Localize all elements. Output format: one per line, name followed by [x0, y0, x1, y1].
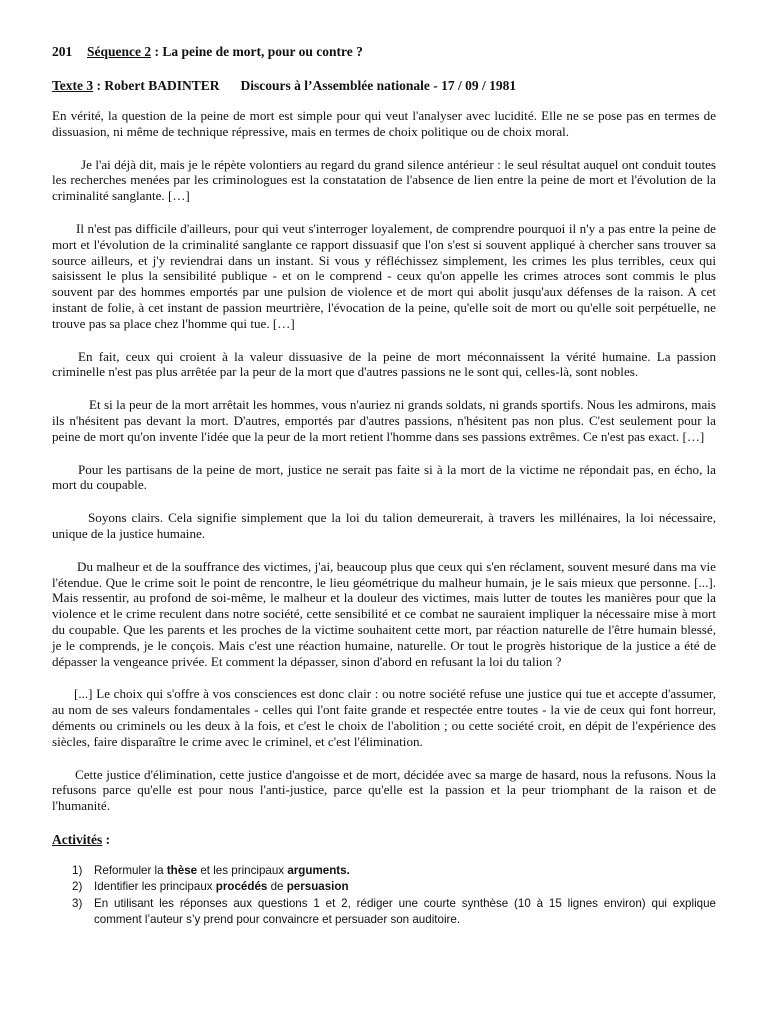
keyword-persuasion: persuasion [286, 880, 349, 894]
sequence-heading [52, 43, 716, 61]
paragraph-8: Du malheur et de la souffrance des victimes, j'ai, beaucoup plus que ceux qui s'en réclament, souvent mesuré dans ma vie l'étendue. Que le crime soit le point de rencontre, le lieu géométrique du malheur humain, je le sais mieux que personne. [...]. Mais ressentir, au profond de soi-même, le malheur et la douleur des victimes, mais lutter de toutes les manières pour que la violence et le crime reculent dans notre société, cette sensibilité et ce combat ne sauraient impliquer la nécessaire mise à mort du coupable. Que les parents et les proches de la victime souhaitent cette mort, par réaction naturelle de l'être humain blessé, je le comprends, je le conçois. Mais c'est une réaction humaine, naturelle. Or tout le progrès historique de la justice a été de dépasser la vengeance privée. Et comment la dépasser, sinon d'abord en refusant la loi du talion ? [52, 558, 716, 669]
activity-item-2 [52, 879, 716, 896]
paragraph-4: En fait, ceux qui croient à la valeur dissuasive de la peine de mort méconnaissent la vérité humaine. La passion criminelle n'est pas plus arrêtée par la peur de la mort que d'autres passions ne le sont qui, celles-là, sont nobles. [52, 348, 716, 380]
page-number: 201 [52, 44, 73, 59]
paragraph-5: Et si la peur de la mort arrêtait les hommes, vous n'auriez ni grands soldats, ni grands sportifs. Nous les admirons, mais ils n'hésitent pas devant la mort. D'autres, emportés par d'autres passions, n'hésitent pas non plus. C'est seulement pour la peine de mort qu'on invente l'idée que la peur de la mort retient l'homme dans ses passions extrêmes. Ce n'est pas exact. […] [52, 397, 716, 444]
text-heading [52, 77, 716, 95]
speech-body [52, 108, 716, 814]
author-name: : Robert BADINTER [93, 78, 220, 93]
paragraph-9: [...] Le choix qui s'offre à vos consciences est donc clair : ou notre société refuse une justice qui tue et accepte d'assumer, au nom de ses valeurs fondamentales - celles qui l'ont faite grande et respectée entre toutes - la vie de ceux qui font horreur, déments ou criminels ou les deux à la fois, et c'est le choix de l'abolition ; ou cette société croit, en dépit de l'expérience des siècles, faire disparaître le crime avec le criminel, et c'est l'élimination. [52, 686, 716, 749]
paragraph-6: Pour les partisans de la peine de mort, justice ne serait pas faite si à la mort de la victime ne répondait pas, en écho, la mort du coupable. [52, 461, 716, 493]
activity-number: 1) [72, 863, 83, 877]
activity-text: En utilisant les réponses aux questions 1 et 2, rédiger une courte synthèse (10 à 15 lignes environ) qui explique comment l’auteur s’y prend pour convaincre et persuader son auditoire. [94, 896, 716, 927]
activity-text: Reformuler la thèse et les principaux arguments. [94, 863, 350, 877]
text-label: Texte 3 [52, 78, 94, 93]
activity-number: 2) [72, 880, 83, 894]
activities-list [52, 863, 716, 929]
paragraph-2: Je l'ai déjà dit, mais je le répète volontiers au regard du grand silence antérieur : le seul résultat auquel ont conduit toutes les recherches menées par les criminologues est la constatation de l'absence de lien entre la peine de mort et l'évolution de la criminalité sanglante. […] [52, 156, 716, 204]
activity-item-3 [52, 896, 716, 929]
paragraph-3: Il n'est pas difficile d'ailleurs, pour qui veut s'interroger loyalement, de comprendre pourquoi il n'y a pas entre la peine de mort et l'évolution de la criminalité sanglante ce rapport dissuasif que l'on s'est si souvent appliqué à chercher sans trouver sa source ailleurs, et j'y reviendrai dans un instant. Si vous y réfléchissez simplement, les crimes les plus terribles, ceux qui saisissent le plus la sensibilité publique - et on le comprend - ceux qu'on appelle les crimes atroces sont commis le plus souvent par des hommes emportés par une pulsion de violence et de mort qui abolit jusqu'aux défenses de la raison. A cet instant de folie, à cet instant de passion meurtrière, l'évocation de la peine, qu'elle soit de mort ou qu'elle soit perpétuelle, ne trouve pas sa place chez l'homme qui tue. […] [52, 220, 716, 331]
activity-item-1 [52, 863, 716, 880]
activity-number: 3) [72, 896, 83, 910]
activity-text: Identifier les principaux procédés de persuasion [94, 880, 349, 894]
sequence-title: : La peine de mort, pour ou contre ? [151, 44, 363, 59]
activities-heading: Activités : [52, 831, 111, 847]
paragraph-7: Soyons clairs. Cela signifie simplement que la loi du talion demeurerait, à travers les millénaires, la loi nécessaire, unique de la justice humaine. [52, 510, 716, 541]
document-page [52, 43, 716, 929]
activities-title: Activités [52, 831, 103, 847]
keyword-procedes: procédés [215, 880, 268, 894]
keyword-these: thèse [166, 863, 198, 877]
speech-title: Discours à l’Assemblée nationale - 17 / 09 / 1981 [240, 78, 517, 93]
paragraph-10: Cette justice d'élimination, cette justice d'angoisse et de mort, décidée avec sa marge de hasard, nous la refusons. Nous la refusons parce qu'elle est pour nous l'anti-justice, parce qu'elle est la passion et la peur triomphant de la raison et de l'humanité. [52, 766, 716, 814]
keyword-arguments: arguments. [287, 863, 350, 877]
paragraph-1: En vérité, la question de la peine de mort est simple pour qui veut l'analyser avec lucidité. Elle ne se pose pas en termes de dissuasion, ni même de technique répressive, mais en termes de choix politique ou de choix moral. [52, 108, 716, 139]
sequence-label: Séquence 2 [87, 44, 152, 59]
